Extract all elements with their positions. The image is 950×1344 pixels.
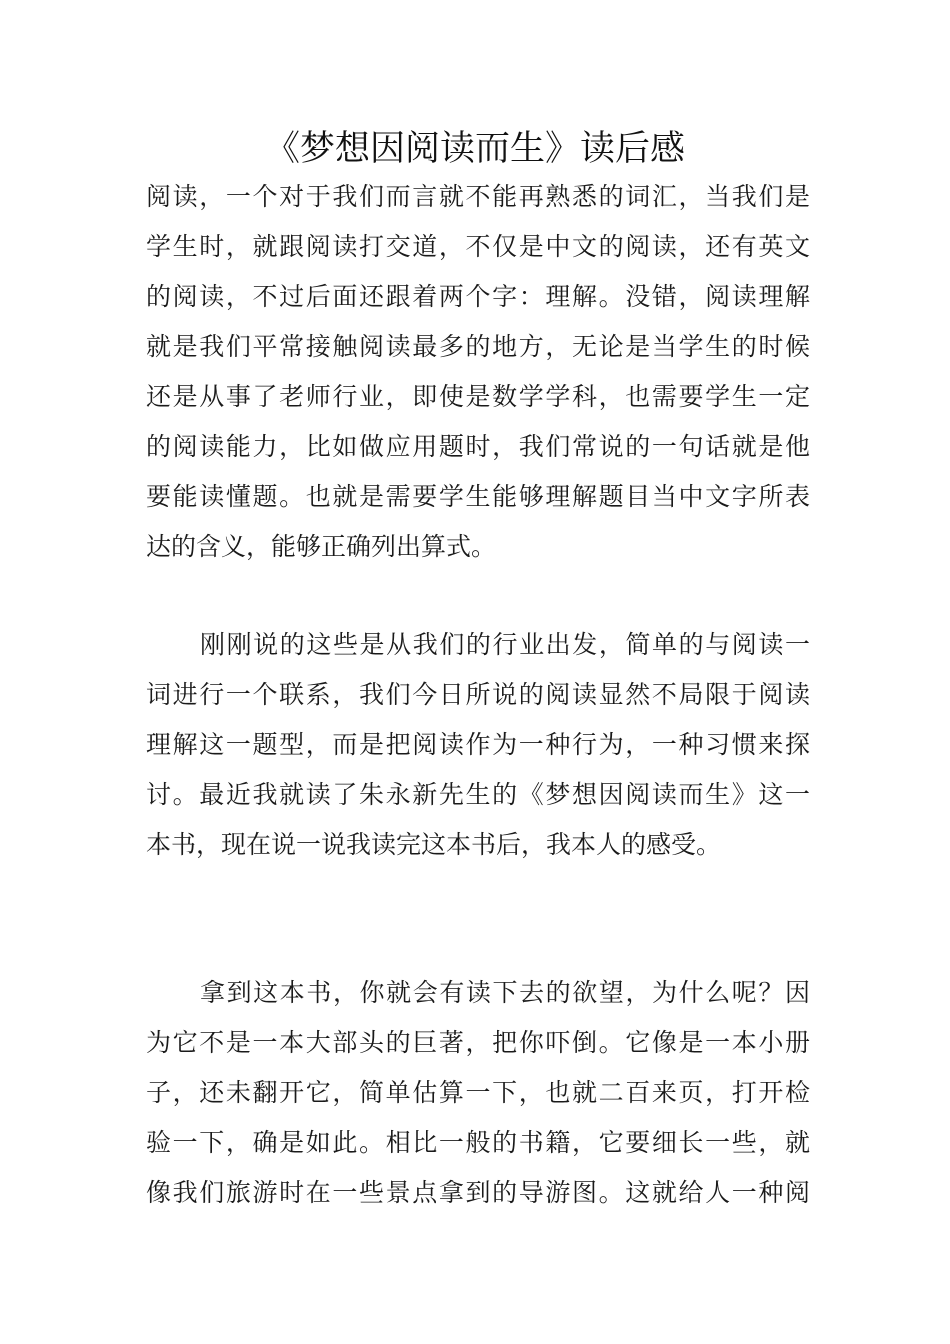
text-line: 像我们旅游时在一些景点拿到的导游图。这就给人一种阅	[146, 1178, 810, 1207]
paragraph-2	[146, 620, 810, 870]
text-line: 理解这一题型，而是把阅读作为一种行为，一种习惯来探	[146, 730, 810, 759]
text-line: 子，还未翻开它，简单估算一下，也就二百来页，打开检	[146, 1078, 810, 1107]
paragraph-3	[146, 968, 810, 1218]
text-line: 验一下，确是如此。相比一般的书籍，它要细长一些，就	[146, 1128, 810, 1157]
text-line: 讨。最近我就读了朱永新先生的《梦想因阅读而生》这一	[146, 780, 810, 809]
text-line: 学生时，就跟阅读打交道，不仅是中文的阅读，还有英文	[146, 232, 810, 261]
text-line: 的阅读能力，比如做应用题时，我们常说的一句话就是他	[146, 432, 810, 461]
text-line: 达的含义，能够正确列出算式。	[146, 532, 497, 561]
text-line: 要能读懂题。也就是需要学生能够理解题目当中文字所表	[146, 482, 810, 511]
paragraph-1	[146, 172, 810, 572]
text-line: 阅读，一个对于我们而言就不能再熟悉的词汇，当我们是	[146, 182, 810, 211]
text-line: 还是从事了老师行业，即使是数学学科，也需要学生一定	[146, 382, 810, 411]
text-line: 词进行一个联系，我们今日所说的阅读显然不局限于阅读	[146, 680, 810, 709]
text-line: 拿到这本书，你就会有读下去的欲望，为什么呢？因	[200, 978, 810, 1007]
text-line: 刚刚说的这些是从我们的行业出发，简单的与阅读一	[200, 630, 810, 659]
text-line: 的阅读，不过后面还跟着两个字：理解。没错，阅读理解	[146, 282, 810, 311]
text-line: 为它不是一本大部头的巨著，把你吓倒。它像是一本小册	[146, 1028, 810, 1057]
text-line: 就是我们平常接触阅读最多的地方，无论是当学生的时候	[146, 332, 810, 361]
document-title: 《梦想因阅读而生》读后感	[264, 129, 685, 169]
text-line: 本书，现在说一说我读完这本书后，我本人的感受。	[146, 830, 722, 859]
